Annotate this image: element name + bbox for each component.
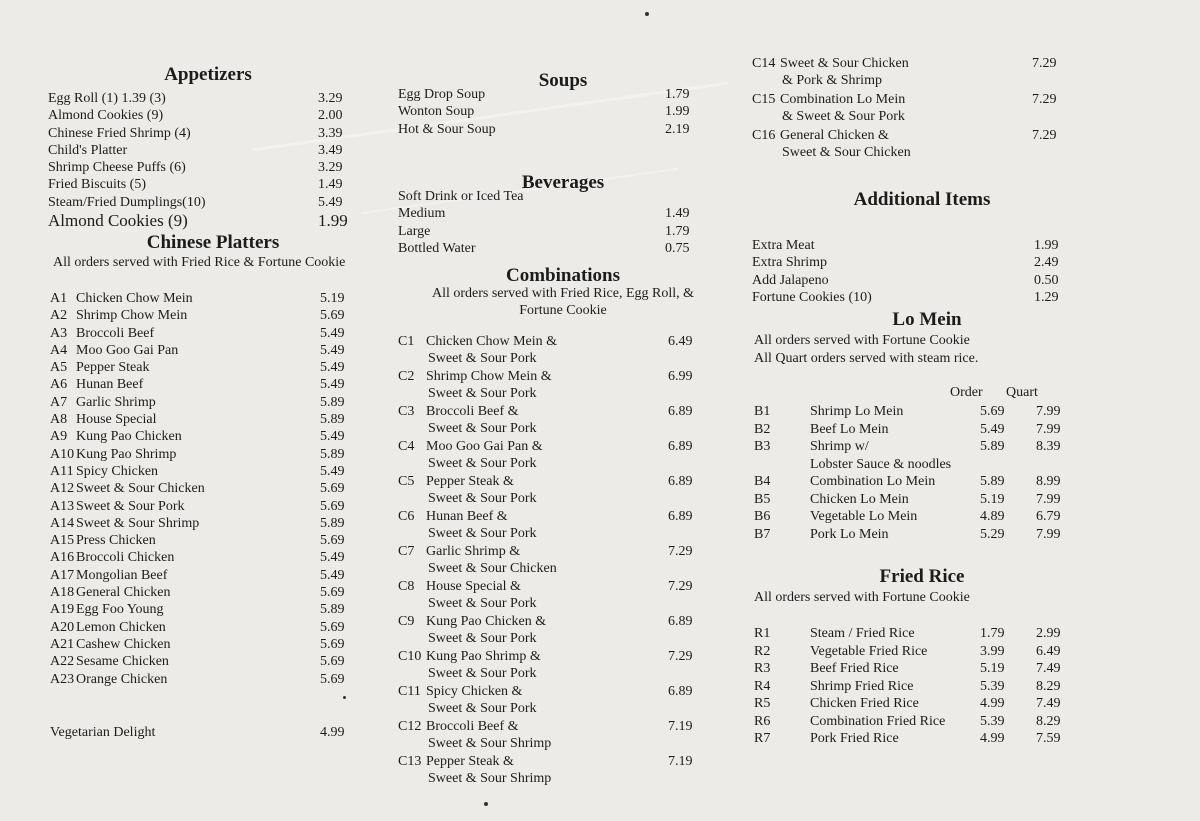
menu-item: Almond Cookies (9) 2.00: [48, 108, 343, 124]
menu-item: A15 Press Chicken 5.69: [50, 533, 345, 549]
item-code: C1: [398, 334, 415, 349]
friedrice-note: All orders served with Fortune Cookie: [754, 590, 970, 605]
menu-item: A21 Cashew Chicken 5.69: [50, 636, 345, 652]
menu-item: A3 Broccoli Beef 5.49: [50, 325, 345, 341]
item-code: C11: [398, 684, 421, 699]
lomein-title: Lo Mein: [892, 309, 962, 330]
item-code: C12: [398, 719, 422, 734]
item-code: C13: [398, 754, 422, 769]
menu-item: Wonton Soup 1.99: [398, 104, 690, 120]
combination-item: C2 Shrimp Chow Mein & 6.99 Sweet & Sour Pork: [398, 369, 693, 402]
punch-dot: [343, 696, 346, 699]
combination-item: C13 Pepper Steak & 7.19 Sweet & Sour Shrimp: [398, 754, 693, 787]
item-code: C14: [752, 56, 776, 71]
appetizer-item: Almond Cookies (9) 1.99: [48, 211, 348, 231]
menu-item: A1 Chicken Chow Mein 5.19: [50, 291, 345, 306]
item-code: A7: [50, 394, 68, 410]
menu-item: A2 Shrimp Chow Mein 5.69: [50, 308, 345, 324]
platters-title: Chinese Platters: [146, 232, 280, 253]
menu-item: Lobster Sauce & noodles: [810, 456, 952, 472]
menu-item: R3 Beef Fried Rice 5.19 7.49: [754, 661, 1061, 676]
soups-title: Soups: [538, 70, 588, 91]
menu-item: A6 Hunan Beef 5.49: [50, 377, 345, 393]
menu-item: R7 Pork Fried Rice 4.99 7.59: [754, 731, 1061, 746]
menu-item: B5 Chicken Lo Mein 5.19 7.99: [754, 491, 1061, 507]
item-code: C3: [398, 404, 415, 419]
menu-item: A4 Moo Goo Gai Pan 5.49: [50, 342, 345, 358]
punch-dot: [645, 12, 649, 16]
lomein-header: [752, 384, 1074, 402]
friedrice-title: Fried Rice: [879, 566, 965, 587]
item-code: A19: [50, 602, 75, 618]
item-code: C2: [398, 369, 415, 384]
punch-dot: [484, 802, 488, 806]
item-code: A22: [50, 654, 75, 670]
combination-item: C12 Broccoli Beef & 7.19 Sweet & Sour Shrimp: [398, 719, 693, 752]
item-code: A11: [50, 463, 74, 479]
item-code: C9: [398, 614, 415, 629]
item-code: A12: [50, 481, 75, 497]
item-code: C5: [398, 474, 415, 489]
item-code: A8: [50, 412, 68, 428]
menu-item: Child's Platter 3.49: [48, 142, 343, 158]
vegetarian-item: Vegetarian Delight 4.99: [50, 725, 345, 740]
item-code: A10: [50, 446, 75, 462]
menu-item: Soft Drink or Iced Tea: [398, 189, 524, 204]
item-code: A17: [50, 567, 75, 583]
item-code: A1: [50, 291, 68, 306]
item-code: C8: [398, 579, 415, 594]
appetizers-title: Appetizers: [164, 64, 252, 85]
beverages-title: Beverages: [521, 172, 605, 193]
menu-item: A19 Egg Foo Young 5.89: [50, 602, 345, 618]
combinations-list-right: [752, 55, 1062, 163]
menu-item: R2 Vegetable Fried Rice 3.99 6.49: [754, 643, 1061, 659]
menu-item: A5 Pepper Steak 5.49: [50, 360, 345, 376]
menu-item: A7 Garlic Shrimp 5.89: [50, 394, 345, 410]
combination-item: C5 Pepper Steak & 6.89 Sweet & Sour Pork: [398, 474, 693, 507]
menu-item: Extra Shrimp 2.49: [752, 255, 1059, 271]
lomein-note-2: All Quart orders served with steam rice.: [754, 351, 979, 366]
combination-item: C15 Combination Lo Mein 7.29 & Sweet & Sour Pork: [752, 92, 1057, 125]
menu-item: A8 House Special 5.89: [50, 412, 345, 428]
item-code: A21: [50, 636, 75, 652]
soups-list: [398, 86, 693, 138]
menu-item: B6 Vegetable Lo Mein 4.89 6.79: [754, 509, 1061, 524]
menu-item: R5 Chicken Fried Rice 4.99 7.49: [754, 696, 1061, 711]
menu-item: B3 Shrimp w/ 5.89 8.39: [754, 439, 1061, 454]
menu-item: A16 Broccoli Chicken 5.49: [50, 550, 345, 566]
menu-item: Hot & Sour Soup 2.19: [398, 121, 690, 137]
combination-item: C4 Moo Goo Gai Pan & 6.89 Sweet & Sour Pork: [398, 439, 693, 472]
menu-item: A11 Spicy Chicken 5.49: [50, 463, 345, 479]
item-code: C16: [752, 128, 776, 143]
menu-item: A23 Orange Chicken 5.69: [50, 671, 345, 687]
item-code: A16: [50, 550, 75, 566]
additional-title: Additional Items: [853, 189, 991, 210]
menu-item: Chinese Fried Shrimp (4) 3.39: [48, 125, 343, 141]
item-code: A15: [50, 533, 75, 549]
item-code: A13: [50, 498, 75, 514]
menu-item: Fortune Cookies (10) 1.29: [752, 289, 1059, 305]
menu-item: Steam/Fried Dumplings(10) 5.49: [48, 194, 343, 210]
menu-item: B1 Shrimp Lo Mein 5.69 7.99: [754, 404, 1061, 419]
combination-item: C6 Hunan Beef & 6.89 Sweet & Sour Pork: [398, 509, 693, 542]
order-header: Order: [950, 385, 983, 400]
menu-item: Bottled Water 0.75: [398, 240, 690, 256]
combination-item: C1 Chicken Chow Mein & 6.49 Sweet & Sour Pork: [398, 334, 693, 367]
combination-item: C10 Kung Pao Shrimp & 7.29 Sweet & Sour Pork: [398, 649, 693, 682]
menu-item: Shrimp Cheese Puffs (6) 3.29: [48, 160, 343, 176]
item-code: A9: [50, 429, 68, 445]
lomein-note-1: All orders served with Fortune Cookie: [754, 333, 970, 348]
menu-item: B7 Pork Lo Mein 5.29 7.99: [754, 526, 1061, 542]
quart-header: Quart: [1006, 385, 1038, 400]
friedrice-list: [754, 625, 1076, 748]
menu-item: A14 Sweet & Sour Shrimp 5.89: [50, 515, 345, 531]
menu-item: R1 Steam / Fried Rice 1.79 2.99: [754, 626, 1061, 641]
menu-item: A12 Sweet & Sour Chicken 5.69: [50, 481, 345, 497]
combinations-note: All orders served with Fried Rice, Egg Roll, & Fortune Cookie: [431, 286, 695, 318]
menu-item: Extra Meat 1.99: [752, 238, 1059, 253]
item-code: A2: [50, 308, 68, 324]
item-code: C10: [398, 649, 422, 664]
appetizers-list: [48, 90, 348, 231]
menu-item: A10 Kung Pao Shrimp 5.89: [50, 446, 345, 462]
item-code: A20: [50, 619, 75, 635]
combination-item: C14 Sweet & Sour Chicken 7.29 & Pork & Shrimp: [752, 56, 1057, 89]
menu-item: R4 Shrimp Fried Rice 5.39 8.29: [754, 678, 1061, 694]
menu-item: A17 Mongolian Beef 5.49: [50, 567, 345, 583]
menu-item: A13 Sweet & Sour Pork 5.69: [50, 498, 345, 514]
item-code: A4: [50, 342, 68, 358]
combination-item: C8 House Special & 7.29 Sweet & Sour Pork: [398, 579, 693, 612]
additional-list: [752, 237, 1064, 306]
menu-item: Egg Drop Soup 1.79: [398, 87, 690, 102]
beverages-list: [398, 188, 693, 257]
menu-item: R6 Combination Fried Rice 5.39 8.29: [754, 713, 1061, 729]
item-code: A23: [50, 671, 75, 687]
menu-item: A20 Lemon Chicken 5.69: [50, 619, 345, 635]
item-code: A14: [50, 515, 75, 531]
menu-item: Egg Roll (1) 1.39 (3) 3.29: [48, 91, 343, 106]
platters-list: [50, 290, 348, 688]
menu-item: A9 Kung Pao Chicken 5.49: [50, 429, 345, 445]
lomein-list: [754, 403, 1076, 543]
item-code: A3: [50, 325, 68, 341]
menu-item: Fried Biscuits (5) 1.49: [48, 177, 343, 193]
combination-item: C3 Broccoli Beef & 6.89 Sweet & Sour Pork: [398, 404, 693, 437]
menu-item: Medium 1.49: [398, 206, 690, 222]
item-code: A5: [50, 360, 68, 376]
item-code: C15: [752, 92, 776, 107]
item-code: A18: [50, 585, 75, 601]
item-code: C7: [398, 544, 415, 559]
item-code: A6: [50, 377, 68, 393]
combination-item: C7 Garlic Shrimp & 7.29 Sweet & Sour Chicken: [398, 544, 693, 577]
combinations-title: Combinations: [505, 265, 621, 286]
menu-item: A22 Sesame Chicken 5.69: [50, 654, 345, 670]
menu-item: A18 General Chicken 5.69: [50, 585, 345, 601]
item-code: C6: [398, 509, 415, 524]
menu-item: Add Jalapeno 0.50: [752, 272, 1059, 288]
combination-item: C9 Kung Pao Chicken & 6.89 Sweet & Sour Pork: [398, 614, 693, 647]
menu-item: B4 Combination Lo Mein 5.89 8.99: [754, 474, 1061, 489]
item-code: C4: [398, 439, 415, 454]
menu-item: Large 1.79: [398, 223, 690, 239]
platters-note: All orders served with Fried Rice & Fortune Cookie: [53, 255, 346, 270]
combination-item: C16 General Chicken & 7.29 Sweet & Sour Chicken: [752, 128, 1057, 161]
combinations-list: [398, 333, 698, 788]
combination-item: C11 Spicy Chicken & 6.89 Sweet & Sour Pork: [398, 684, 693, 717]
menu-item: B2 Beef Lo Mein 5.49 7.99: [754, 421, 1061, 437]
